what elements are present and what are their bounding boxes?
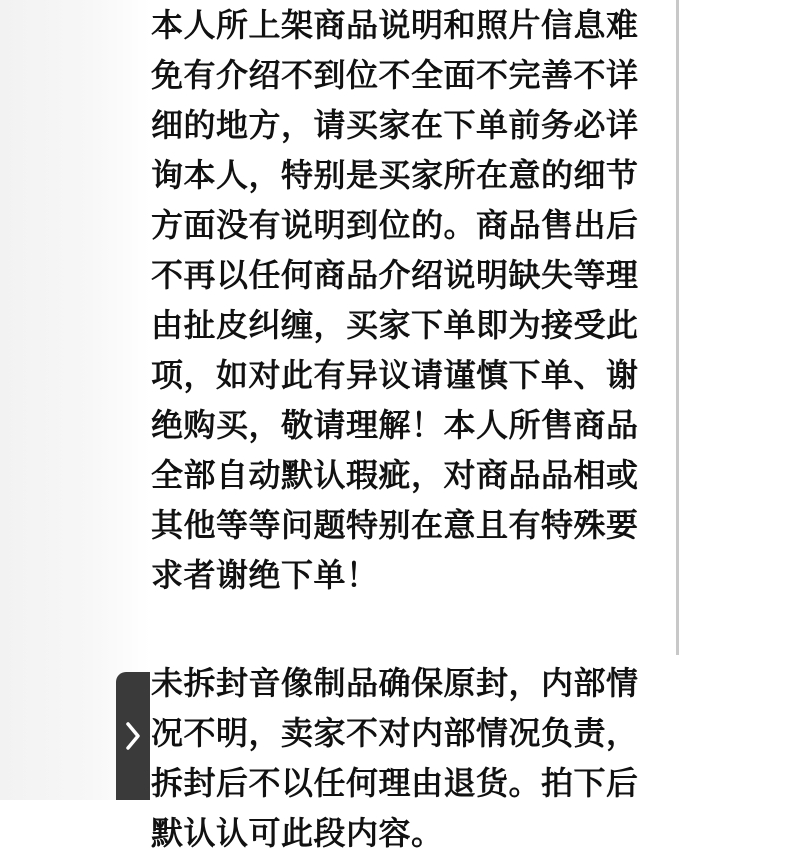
text-line: 绝购买，敬请理解！本人所售商品 <box>151 406 639 444</box>
text-line: 细的地方，请买家在下单前务必详 <box>151 106 639 144</box>
scrollbar-track <box>676 0 679 655</box>
text-line: 默认认可此段内容。 <box>151 814 444 852</box>
text-line: 况不明，卖家不对内部情况负责， <box>151 714 639 752</box>
notice-content <box>151 0 671 858</box>
chevron-right-icon <box>125 720 141 752</box>
notice-paragraph-2 <box>151 658 671 858</box>
text-line: 全部自动默认瑕疵，对商品品相或 <box>151 456 639 494</box>
side-expand-handle[interactable] <box>116 672 150 800</box>
text-line: 其他等等问题特别在意且有特殊要 <box>151 506 639 544</box>
text-line: 拆封后不以任何理由退货。拍下后 <box>151 764 639 802</box>
text-line: 求者谢绝下单！ <box>151 556 379 594</box>
text-line: 未拆封音像制品确保原封，内部情 <box>151 664 639 702</box>
text-line: 项，如对此有异议请谨慎下单、谢 <box>151 356 639 394</box>
text-line: 询本人，特别是买家所在意的细节 <box>151 156 639 194</box>
notice-paragraph-1 <box>151 0 671 600</box>
text-line: 不再以任何商品介绍说明缺失等理 <box>151 256 639 294</box>
text-line: 方面没有说明到位的。商品售出后 <box>151 206 639 244</box>
text-line: 由扯皮纠缠，买家下单即为接受此 <box>151 306 639 344</box>
text-line: 免有介绍不到位不全面不完善不详 <box>151 56 639 94</box>
text-line: 本人所上架商品说明和照片信息难 <box>151 6 639 44</box>
paragraph-gap <box>151 600 671 658</box>
